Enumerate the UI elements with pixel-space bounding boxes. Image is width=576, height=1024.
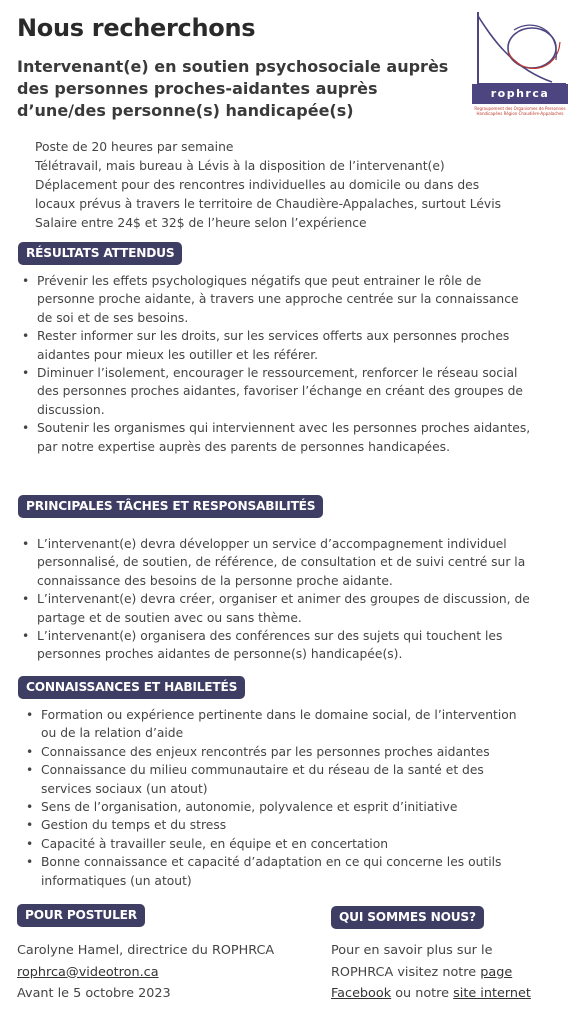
about-line-1: Pour en savoir plus sur le (331, 943, 493, 958)
rophrca-logo (472, 8, 568, 118)
list-item: • Soutenir les organismes qui interviennent avec les personnes proches aidantes, par notre expertise auprès des parents de personnes handicapées. (19, 419, 534, 456)
travel-line-2: locaux prévus à travers le territoire de Chaudière-Appalaches, surtout Lévis (35, 197, 502, 211)
results-heading: RÉSULTATS ATTENDUS (18, 242, 182, 265)
list-item: • Formation ou expérience pertinente dans le domaine social, de l’intervention ou de la relation d’aide (23, 706, 523, 743)
website-link[interactable]: site internet (453, 986, 531, 1001)
about-heading: QUI SOMMES NOUS? (331, 906, 484, 929)
list-item: • Prévenir les effets psychologiques négatifs que peut entrainer le rôle de personne proche aidante, à travers une approche centrée sur la connaissance de soi et de ses besoins. (19, 272, 534, 327)
logo-name: rophrca (472, 84, 568, 104)
contact-name: Carolyne Hamel, directrice du ROPHRCA (17, 943, 275, 958)
tasks-list (19, 535, 559, 664)
apply-contact (17, 940, 317, 1005)
skills-heading: CONNAISSANCES ET HABILETÉS (18, 676, 245, 699)
page-title: Nous recherchons (17, 14, 256, 42)
list-item: • Connaissance des enjeux rencontrés par les personnes proches aidantes (23, 743, 523, 761)
apply-heading: POUR POSTULER (17, 904, 145, 927)
travel-line-1: Déplacement pour des rencontres individuelles au domicile ou dans des (35, 178, 480, 192)
facebook-link-part-1[interactable]: page (480, 964, 513, 980)
list-item: • Connaissance du milieu communautaire et du réseau de la santé et des services sociaux (un atout) (23, 761, 523, 798)
skills-list (23, 706, 523, 890)
list-item: • Bonne connaissance et capacité d’adaptation en ce qui concerne les outils informatiques (un atout) (23, 853, 523, 890)
list-item: • Rester informer sur les droits, sur les services offerts aux personnes proches aidantes pour mieux les outiller et les référer. (19, 327, 534, 364)
deadline: Avant le 5 octobre 2023 (17, 986, 171, 1001)
list-item: • Sens de l’organisation, autonomie, polyvalence et esprit d’initiative (23, 798, 523, 816)
facebook-link-part-2[interactable]: Facebook (331, 986, 392, 1001)
list-item: • L’intervenant(e) organisera des conférences sur des sujets qui touchent les personnes proches aidantes de personne(s) handicapée(s). (19, 627, 559, 664)
job-details (35, 138, 555, 233)
about-line-2: ROPHRCA visitez notre (331, 964, 477, 980)
about-text (331, 940, 571, 1005)
results-list (19, 272, 534, 456)
about-line-3: ou notre (395, 986, 450, 1001)
list-item: • L’intervenant(e) devra développer un service d’accompagnement individuel personnalisé, de soutien, de référence, de consultation et de suivi centré sur la connaissance des besoins de la personne proche aidante. (19, 535, 559, 590)
list-item: • Gestion du temps et du stress (23, 816, 523, 834)
email-link[interactable]: rophrca@videotron.ca (17, 964, 159, 980)
logo-mark (472, 8, 568, 86)
tasks-heading: PRINCIPALES TÂCHES ET RESPONSABILITÉS (18, 495, 323, 518)
job-title: Intervenant(e) en soutien psychosociale auprès des personnes proches-aidantes auprès d’une/des personne(s) handicapée(s) (17, 57, 449, 120)
hours-line: Poste de 20 heures par semaine (35, 140, 234, 154)
logo-tagline: Regroupement des Organismes de Personnes Handicapées Région Chaudière-Appalaches (474, 106, 566, 116)
list-item: • Capacité à travailler seule, en équipe et en concertation (23, 835, 523, 853)
salary-line: Salaire entre 24$ et 32$ de l’heure selon l’expérience (35, 216, 367, 230)
list-item: • L’intervenant(e) devra créer, organiser et animer des groupes de discussion, de partage et de soutien avec ou sans thème. (19, 590, 559, 627)
list-item: • Diminuer l’isolement, encourager le ressourcement, renforcer le réseau social des personnes proches aidantes, favoriser l’échange en créant des groupes de discussion. (19, 364, 534, 419)
telework-line: Télétravail, mais bureau à Lévis à la disposition de l’intervenant(e) (35, 159, 445, 173)
